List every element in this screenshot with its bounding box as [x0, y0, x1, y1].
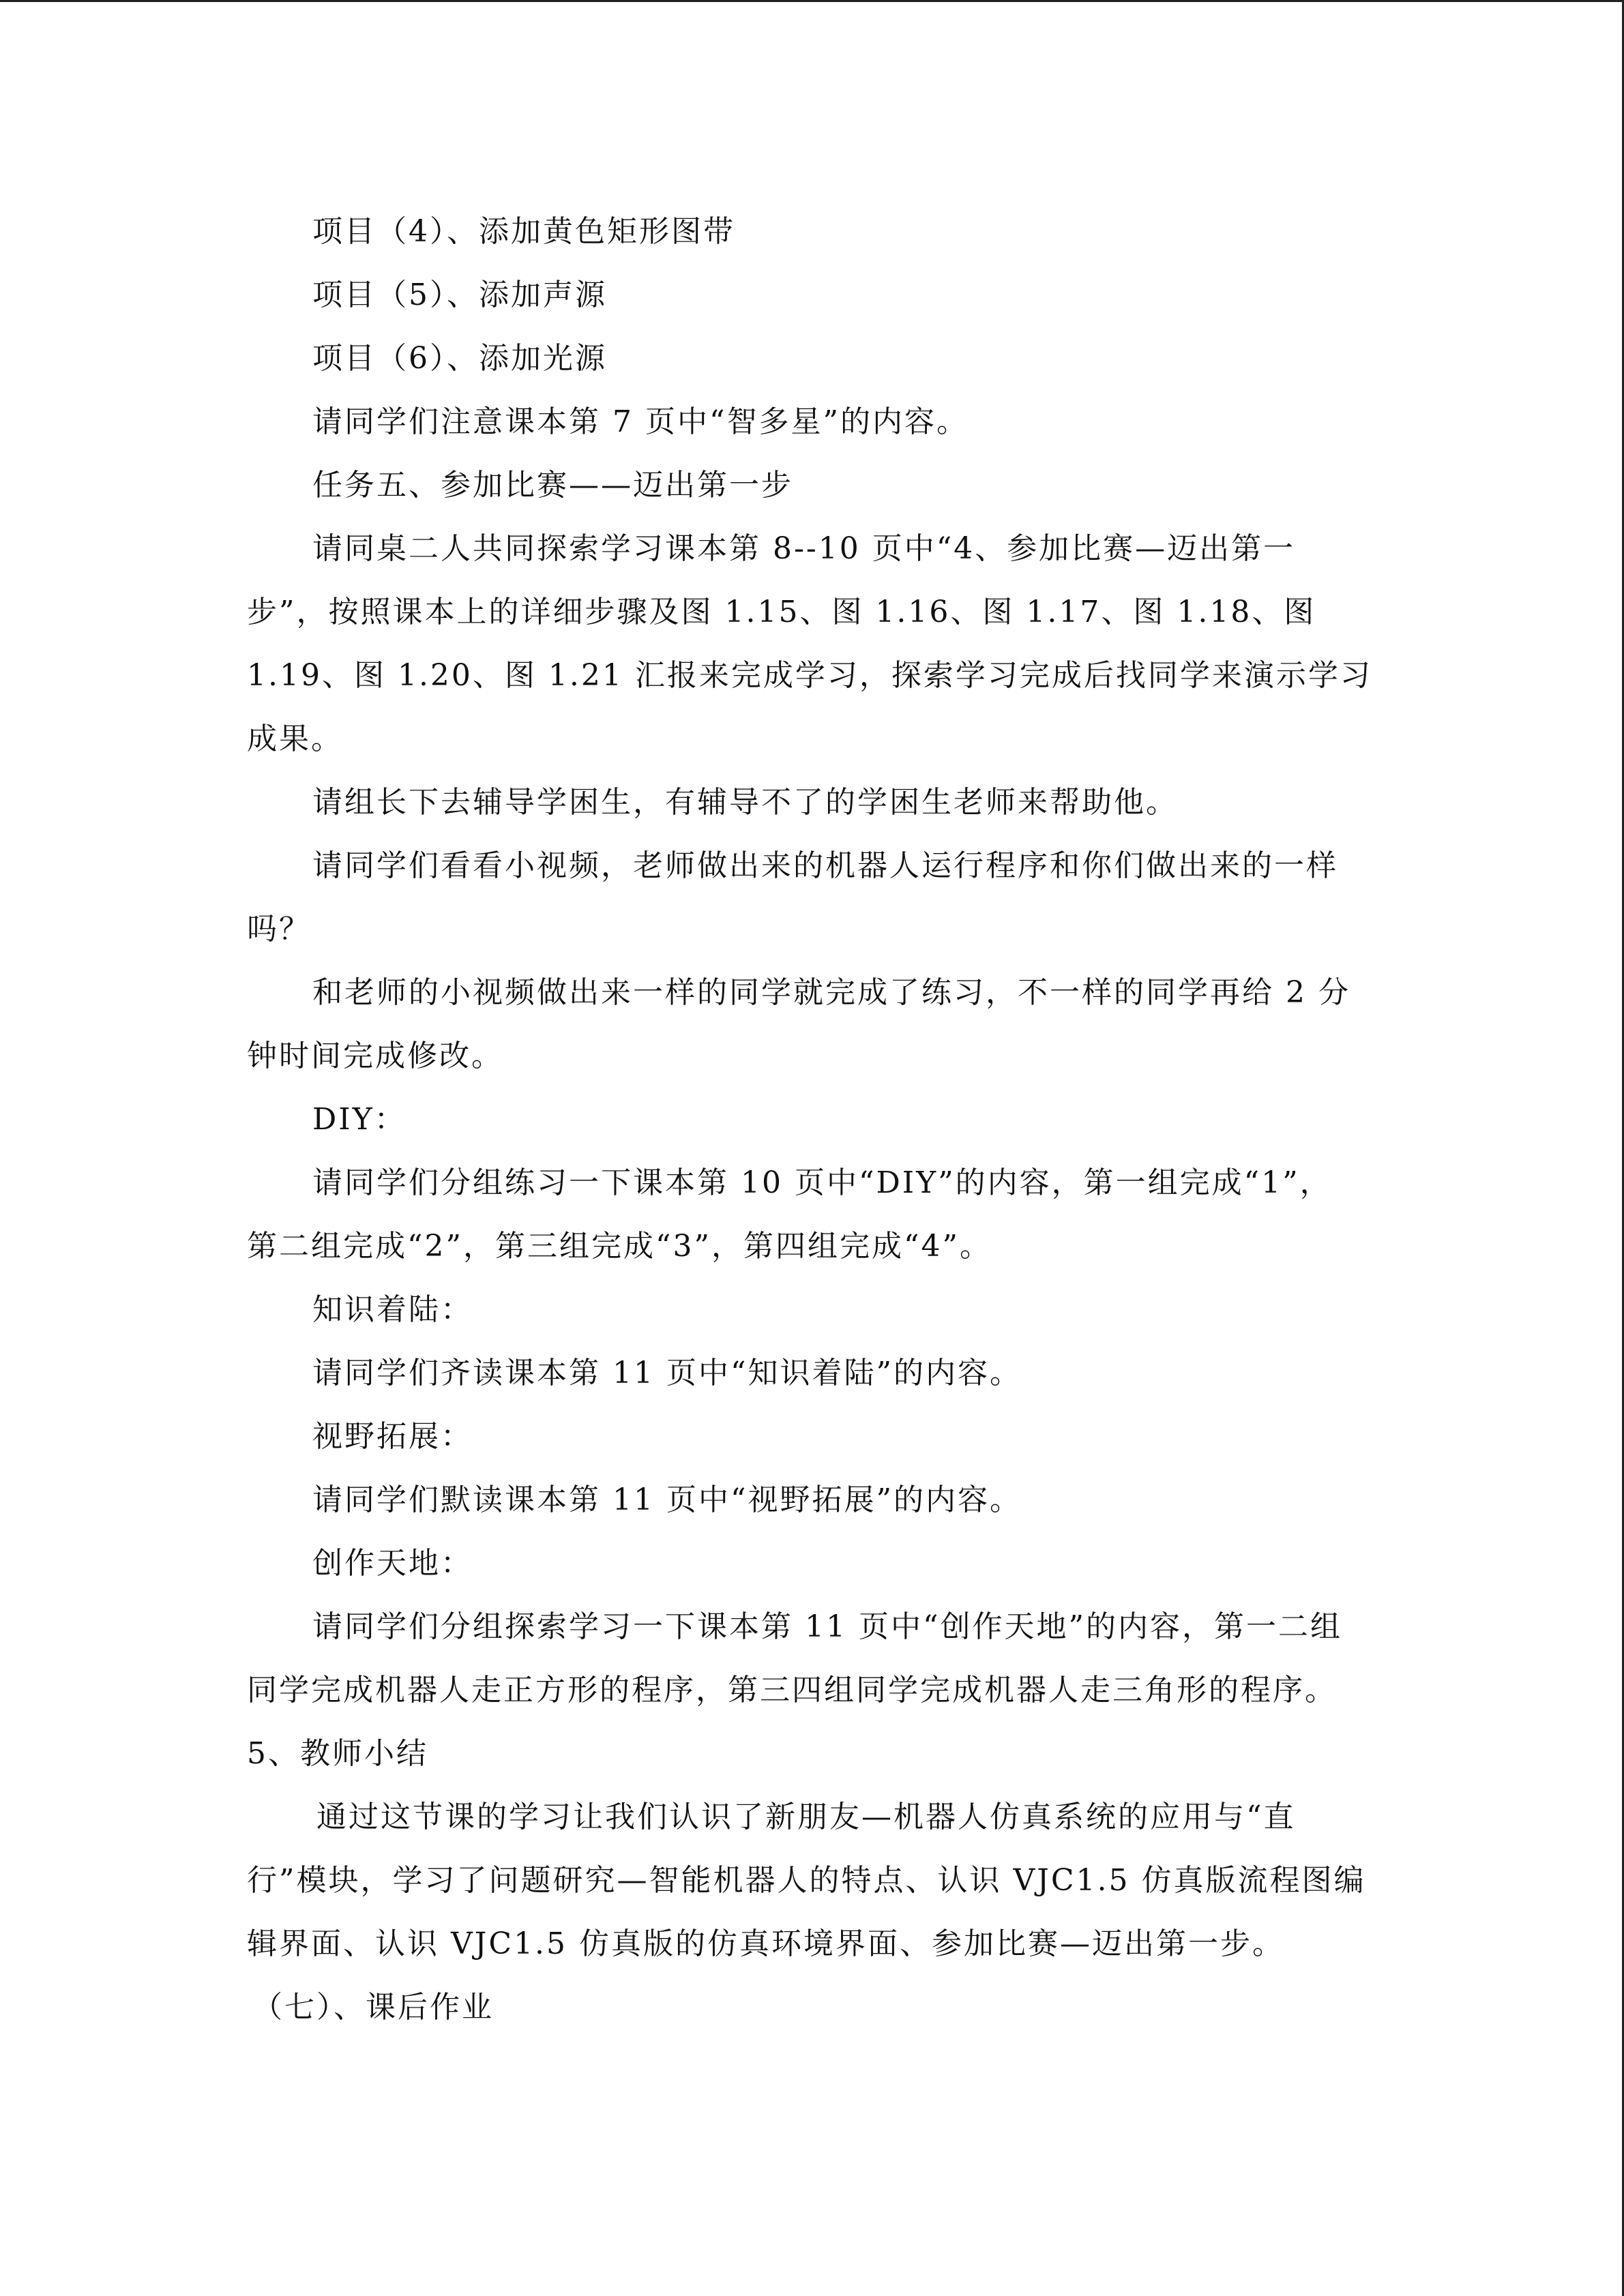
text-line: 项目（5）、添加声源 — [312, 278, 607, 312]
text-line: 请同学们分组练习一下课本第 10 页中“DIY”的内容，第一组完成“1”， — [312, 1165, 1332, 1200]
text-line: 请同学们默读课本第 11 页中“视野拓展”的内容。 — [312, 1482, 1022, 1517]
text-line: 请同学们看看小视频，老师做出来的机器人运行程序和你们做出来的一样 — [312, 848, 1338, 883]
section-heading: （七）、课后作业 — [252, 1990, 494, 2025]
text-line: 请同桌二人共同探索学习课本第 8--10 页中“4、参加比赛—迈出第一 — [312, 531, 1296, 566]
text-line: DIY： — [312, 1102, 407, 1137]
text-line: 请组长下去辅导学困生，有辅导不了的学困生老师来帮助他。 — [312, 785, 1178, 820]
text-line: 请同学们齐读课本第 11 页中“知识着陆”的内容。 — [312, 1356, 1022, 1390]
text-line: 步”，按照课本上的详细步骤及图 1.15、图 1.16、图 1.17、图 1.18、图 — [247, 595, 1316, 629]
text-line: 知识着陆： — [312, 1292, 473, 1327]
text-line: 1.19、图 1.20、图 1.21 汇报来完成学习，探索学习完成后找同学来演示学习 — [247, 658, 1372, 693]
text-line: 成果。 — [247, 721, 343, 756]
text-line: 项目（4）、添加黄色矩形图带 — [312, 214, 735, 249]
section-heading: 5、教师小结 — [247, 1736, 428, 1771]
text-line: 第二组完成“2”，第三组完成“3”，第四组完成“4”。 — [247, 1229, 992, 1264]
document-body — [247, 200, 1379, 2039]
text-line: 请同学们分组探索学习一下课本第 11 页中“创作天地”的内容，第一二组 — [312, 1609, 1342, 1644]
text-line: 同学完成机器人走正方形的程序，第三四组同学完成机器人走三角形的程序。 — [247, 1673, 1337, 1708]
text-line: 和老师的小视频做出来一样的同学就完成了练习，不一样的同学再给 2 分 — [312, 975, 1350, 1010]
text-line: 钟时间完成修改。 — [247, 1039, 503, 1073]
text-line: 吗？ — [247, 912, 311, 946]
text-line: 项目（6）、添加光源 — [312, 341, 607, 376]
text-line: 请同学们注意课本第 7 页中“智多星”的内容。 — [312, 404, 969, 439]
text-line: 任务五、参加比赛——迈出第一步 — [312, 468, 793, 503]
text-line: 通过这节课的学习让我们认识了新朋友—机器人仿真系统的应用与“直 — [316, 1800, 1296, 1834]
text-line: 创作天地： — [312, 1546, 473, 1581]
text-line: 行”模块，学习了问题研究—智能机器人的特点、认识 VJC1.5 仿真版流程图编 — [247, 1863, 1366, 1898]
text-line: 视野拓展： — [312, 1419, 473, 1454]
text-line: 辑界面、认识 VJC1.5 仿真版的仿真环境界面、参加比赛—迈出第一步。 — [247, 1926, 1285, 1961]
